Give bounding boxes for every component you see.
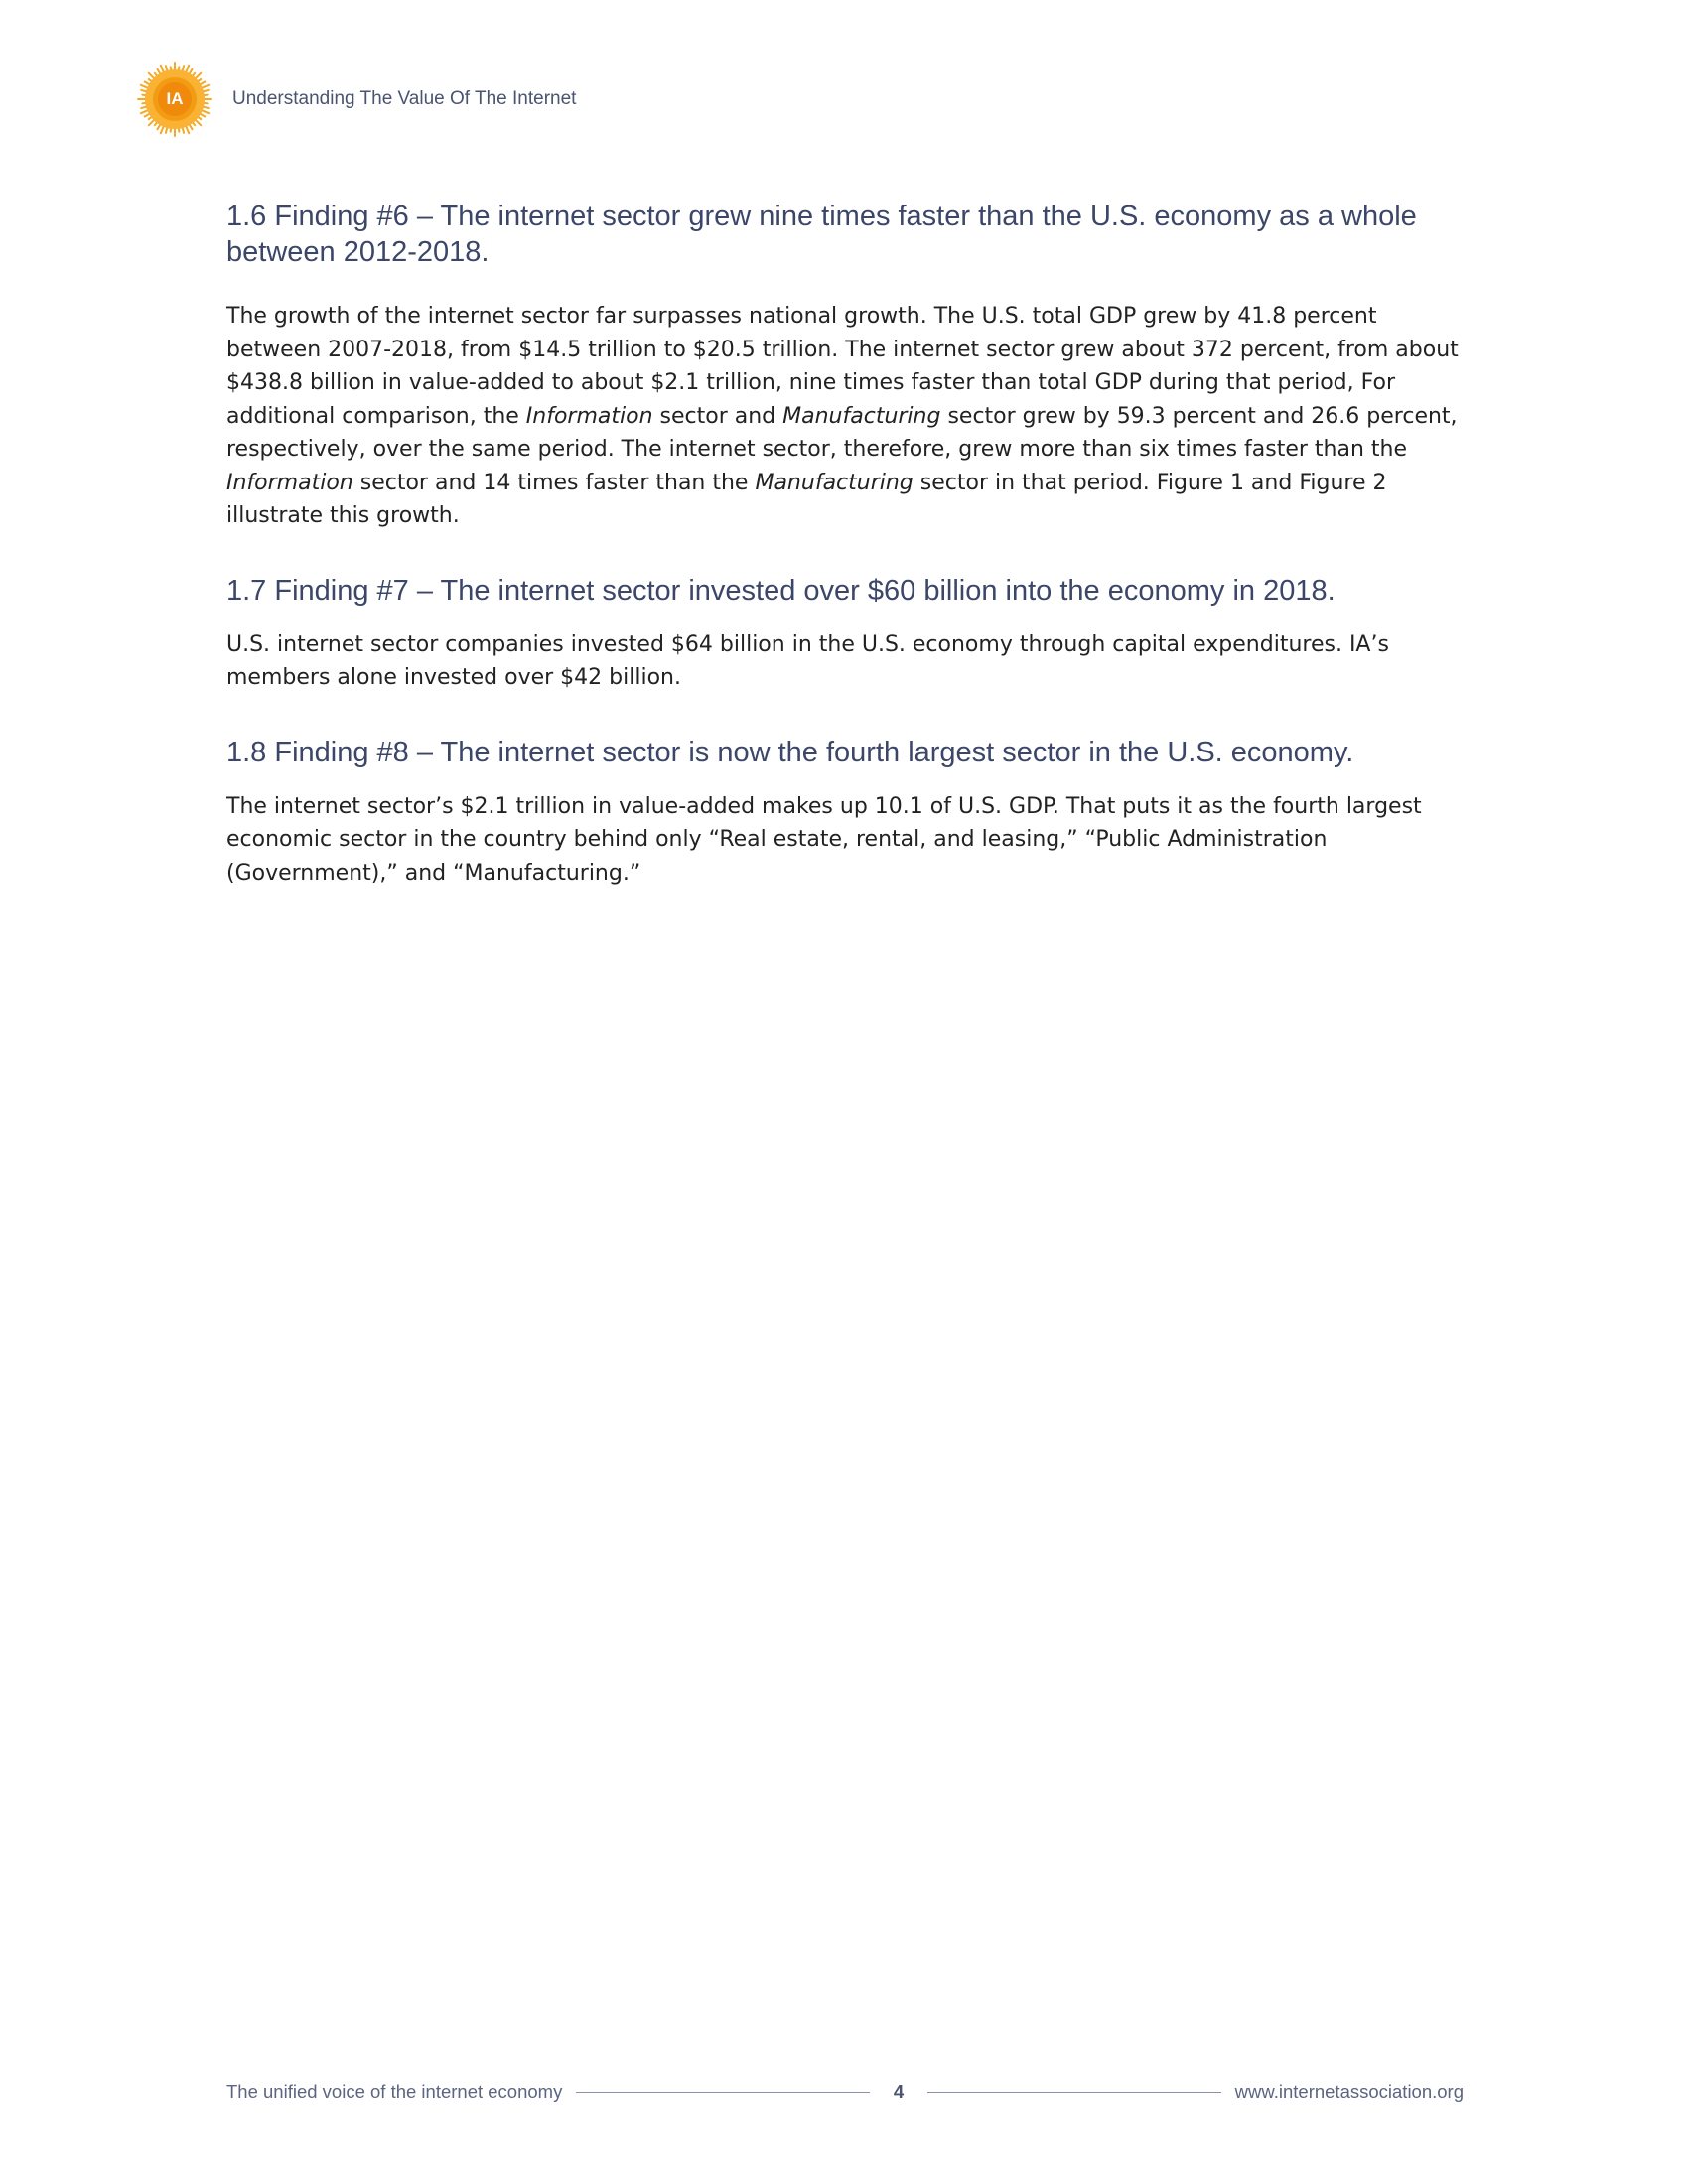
- section-heading-finding-7: 1.7 Finding #7 – The internet sector invested over $60 billion into the economy in 2018.: [226, 574, 1336, 607]
- italic-term: Information: [226, 470, 353, 495]
- page-footer: [226, 2077, 1464, 2107]
- body-text: sector grew by 59.3 percent and 26.6 percent, respectively, over the same period. The internet sector, therefore, grew more than six times faster than the: [226, 403, 1458, 462]
- footer-tagline: The unified voice of the internet economy: [226, 2081, 563, 2102]
- ia-logo: [137, 62, 212, 137]
- main-content: [226, 199, 1468, 889]
- footer-url: www.internetassociation.org: [1234, 2081, 1465, 2102]
- body-text: The growth of the internet sector far surpasses national growth. The U.S. total GDP grew by 41.8 percent between 2007-2018, from $14.5 trillion to $20.5 trillion. The internet sector grew about 372 percent, from about $438.8 billion in value-added to about $2.1 trillion, nine times faster than total GDP during that period, For additional comparison, the: [226, 304, 1459, 429]
- page-number: 4: [893, 2081, 905, 2102]
- logo-text: IA: [166, 89, 184, 108]
- section-body-finding-7: U.S. internet sector companies invested $64 billion in the U.S. economy through capital expenditures. IA’s members alone invested over $42 billion.: [226, 631, 1389, 690]
- italic-term: Information: [525, 403, 653, 429]
- italic-term: Manufacturing: [782, 403, 941, 429]
- body-text: sector in that period. Figure 1 and Figure 2 illustrate this growth.: [226, 470, 1387, 528]
- body-text: sector and: [652, 403, 783, 429]
- section-body-finding-8: The internet sector’s $2.1 trillion in value-added makes up 10.1 of U.S. GDP. That puts it as the fourth largest economic sector in the country behind only “Real estate, rental, and leasing,” “Public Administration (Government),” and “Manufacturing.”: [226, 793, 1422, 886]
- document-title: Understanding The Value Of The Internet: [232, 88, 577, 109]
- footer-divider-left: [576, 2092, 870, 2093]
- section-heading-finding-6: 1.6 Finding #6 – The internet sector grew nine times faster than the U.S. economy as a whole between 2012-2018.: [226, 201, 1417, 268]
- section-body-finding-6: [226, 300, 1468, 533]
- body-text: sector and 14 times faster than the: [352, 470, 756, 495]
- footer-divider-right: [927, 2092, 1221, 2093]
- page-header: [137, 62, 576, 137]
- italic-term: Manufacturing: [755, 470, 914, 495]
- section-heading-finding-8: 1.8 Finding #8 – The internet sector is now the fourth largest sector in the U.S. economy.: [226, 736, 1354, 768]
